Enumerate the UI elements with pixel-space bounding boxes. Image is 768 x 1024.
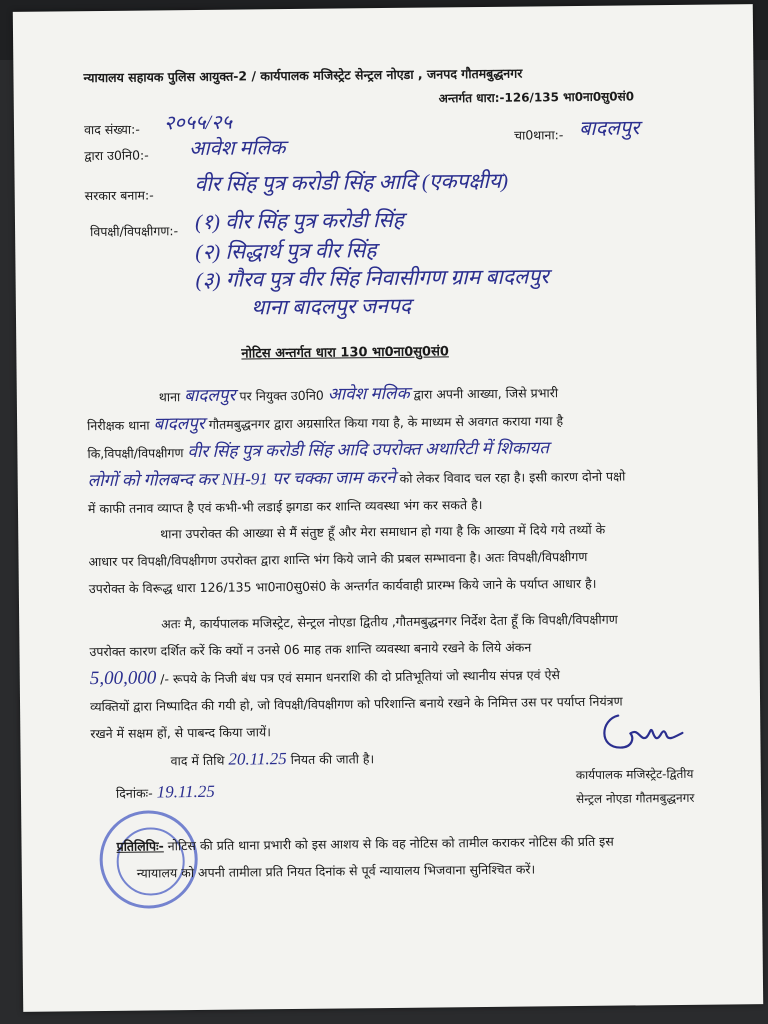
copy-label: प्रतिलिपिः- [116, 838, 164, 854]
hearing-text: वाद में तिथि [170, 752, 225, 769]
p3-text: अतः मै, कार्यपालक मजिस्ट्रेट, सेन्ट्रल नोएडा द्वितीय ,गौतमबुद्धनगर निर्देश देता हूँ कि विपक्षी/विपक्षीगण [161, 611, 618, 632]
magistrate-signature [590, 697, 691, 762]
p1-station-2: बादलपुर [153, 413, 205, 434]
p1-text: कि,विपक्षी/विपक्षीगण [87, 445, 184, 462]
p2-text: थाना उपरोक्त की आख्या से मैं संतुष्ट हूँ और मेरा समाधान हो गया है कि आख्या में दिये गये तथ्यों के [160, 521, 606, 542]
copy-text: न्यायालय को अपनी तामीला प्रति नियत दिनांक से पूर्व न्यायालय भिजवाना सुनिश्चित करें। [136, 861, 536, 881]
opponent-item: (२) सिद्धार्थ पुत्र वीर सिंह [195, 238, 377, 265]
p1-text: निरीक्षक थाना [87, 417, 150, 434]
paragraph-2 [88, 514, 739, 602]
state-vs-label: सरकार बनाम:- [84, 187, 154, 204]
p1-text: पर नियुक्त उ0नि0 [239, 387, 324, 404]
p3-text: /- रूपये के निजी बंध पत्र एवं समान धनराशि की दो प्रतिभूतियां जो स्थानीय संपन्न एवं ऐसे [160, 667, 560, 687]
p1-text: द्वारा अपनी आख्या, जिसे प्रभारी [413, 385, 559, 402]
p1-text: में काफी तनाव व्याप्त है एवं कभी-भी लडाई झगडा कर शान्ति व्यवस्था भंग कर सकते है। [87, 497, 483, 517]
notice-title: नोटिस अन्तर्गत धारा 130 भा0ना0सु0सं0 [241, 344, 449, 362]
date-label: दिनांकः- [115, 785, 153, 801]
order-date-line [116, 782, 215, 803]
by-label: द्वारा उ0नि0:- [84, 147, 149, 164]
hearing-text: नियत की जाती है। [290, 751, 375, 768]
section-line: अन्तर्गत धारा:-126/135 भा0ना0सु0सं0 [438, 89, 635, 106]
designation-line-1: कार्यपालक मजिस्ट्रेट-द्वितीय [575, 766, 694, 783]
court-title: न्यायालय सहायक पुलिस आयुक्त-2 / कार्यपालक मजिस्ट्रेट सेन्ट्रल नोएडा , जनपद गौतमबुद्धनगर [83, 65, 523, 86]
copy-text: नोटिस की प्रति थाना प्रभारी को इस आशय से कि वह नोटिस को तामील कराकर नोटिस की प्रति इस [167, 833, 614, 854]
bond-amount: 5,00,000 [89, 667, 157, 690]
p3-text: रखने में सक्षम हों, से पाबन्द किया जायें। [90, 724, 271, 742]
p3-text: उपरोक्त कारण दर्शित करें कि क्यों न उनसे 06 माह तक शान्ति व्यवस्था बनाये रखने के लिये अंकन [89, 639, 532, 660]
police-station-label: चा0थाना:- [514, 127, 564, 143]
p1-text: गौतमबुद्धनगर द्वारा अग्रसारित किया गया है, के माध्यम से अवगत कराया गया है [208, 413, 564, 432]
notice-document [13, 4, 763, 1012]
copy-section [116, 826, 757, 887]
p2-text: आधार पर विपक्षी/विपक्षीगण उपरोक्त द्वारा शान्ति भंग किये जाने की प्रबल सम्भावना है। अतः विपक्षी/विपक्षीगण [88, 548, 588, 570]
hearing-line [171, 748, 375, 770]
p2-text: उपरोक्त के विरूद्ध धारा 126/135 भा0ना0सु0सं0 के अन्तर्गत कार्यवाही प्रारम्भ किये जाने के पर्याप्त आधार है। [88, 575, 597, 597]
paragraph-1 [87, 376, 728, 522]
opponent-item: (३) गौरव पुत्र वीर सिंह निवासीगण ग्राम बादलपुर [195, 264, 549, 293]
hearing-date: 20.11.25 [228, 749, 287, 769]
p1-reason-hand: लोगों को गोलबन्द कर NH-91 पर चक्का जाम करने [87, 467, 396, 491]
p1-officer: आवेश मलिक [327, 383, 410, 404]
p3-text: व्यक्तियों द्वारा निष्पादित की गयी हो, जो विपक्षी/विपक्षीगण को परिशान्ति बनाये रखने के निमित्त उस पर पर्याप्त नियंत्रण [89, 693, 623, 715]
case-no-label: वाद संख्या:- [83, 121, 140, 138]
p1-text: थाना [158, 389, 181, 405]
date-value: 19.11.25 [156, 781, 215, 802]
case-no-value: २०५५/२५ [163, 111, 233, 135]
state-vs-value: वीर सिंह पुत्र करोडी सिंह आदि (एकपक्षीय) [194, 168, 509, 197]
opponent-address: थाना बादलपुर जनपद [250, 293, 412, 320]
opponent-item: (१) वीर सिंह पुत्र करोडी सिंह [194, 207, 404, 235]
p1-text: को लेकर विवाद चल रहा है। इसी कारण दोनो पक्षो [399, 468, 626, 486]
p1-station: बादलपुर [184, 385, 236, 406]
p1-opponent-hand: वीर सिंह पुत्र करोडी सिंह आदि उपरोक्त अथारिटी में शिकायत [187, 438, 550, 462]
designation-line-2: सेन्ट्रल नोएडा गौतमबुद्धनगर [575, 790, 695, 807]
police-station-value: बादलपुर [578, 117, 640, 140]
opponents-label: विपक्षी/विपक्षीगण:- [90, 223, 179, 240]
by-value: आवेश मलिक [189, 137, 286, 161]
